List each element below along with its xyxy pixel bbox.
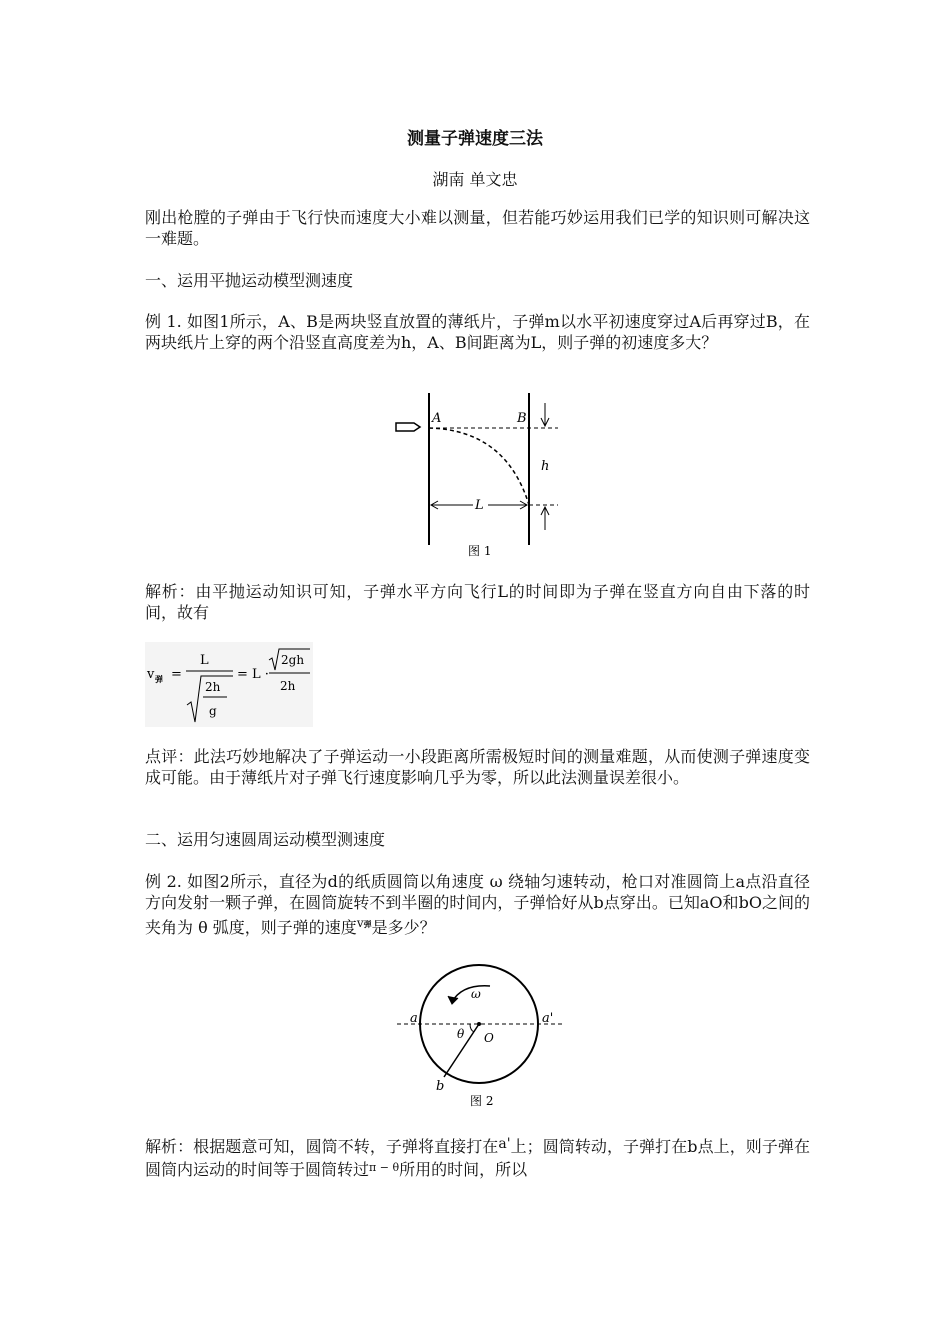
fig1-label-l: L bbox=[475, 498, 484, 513]
bullet-icon bbox=[396, 423, 420, 431]
comment-1-text: 点评：此法巧妙地解决了子弹运动一小段距离所需极短时间的测量难题，从而使测子弹速度变成可能。由于薄纸片对子弹飞行速度影响几乎为零，所以此法测量误差很小。 bbox=[145, 747, 810, 787]
example-2-text: 例 2. 如图2所示，直径为d的纸质圆筒以角速度 ω 绕轴匀速转动，枪口对准圆筒上a点沿直径方向发射一颗子弹，在圆筒旋转不到半圈的时间内，子弹恰好从b点穿出。已知aO和bO之间的夹角为 θ 弧度，则子弹的速度$^{v弹}$是多少？ bbox=[145, 872, 810, 937]
a-prime-symbol: a' bbox=[498, 1136, 511, 1152]
figure-2 bbox=[392, 962, 572, 1112]
fig2-label-theta: θ bbox=[457, 1027, 465, 1041]
formula-eq2: = L · bbox=[237, 667, 269, 682]
figure-1 bbox=[388, 385, 568, 565]
formula-den-num: 2h bbox=[205, 680, 221, 694]
fig2-caption: 图 2 bbox=[470, 1094, 494, 1108]
page-title: 测量子弹速度三法 bbox=[407, 129, 543, 149]
formula-num2: 2gh bbox=[281, 653, 305, 667]
fig2-label-o: O bbox=[484, 1031, 494, 1045]
velocity-symbol: v弹 bbox=[356, 916, 372, 930]
fig1-label-b: B bbox=[517, 411, 527, 426]
formula-v: v bbox=[147, 667, 155, 682]
fig2-label-omega: ω bbox=[471, 987, 481, 1001]
author-line: 湖南 单文忠 bbox=[432, 170, 518, 189]
formula-sub: 弹 bbox=[155, 674, 163, 684]
formula-den2: 2h bbox=[280, 679, 296, 693]
formula-num1: L bbox=[200, 653, 209, 668]
fig2-label-b: b bbox=[436, 1079, 445, 1094]
fig2-label-a: a bbox=[410, 1011, 418, 1026]
analysis-2-text: 解析：根据题意可知，圆筒不转，子弹将直接打在a'上；圆筒转动，子弹打在b点上，则子弹在圆筒内运动的时间等于圆筒转过$^{\pi - \theta}$所用的时间，所以 bbox=[145, 1136, 810, 1179]
section-heading-1: 一、运用平抛运动模型测速度 bbox=[145, 271, 354, 290]
intro-paragraph: 刚出枪膛的子弹由于飞行快而速度大小难以测量，但若能巧妙运用我们已学的知识则可解决这一难题。 bbox=[145, 208, 810, 248]
formula-block bbox=[145, 642, 313, 727]
fig2-label-a2: a' bbox=[542, 1011, 554, 1026]
example-1-text: 例 1. 如图1所示，A、B是两块竖直放置的薄纸片，子弹m以水平初速度穿过A后再穿过B，在两块纸片上穿的两个沿竖直高度差为h，A、B间距离为L，则子弹的初速度多大？ bbox=[145, 312, 810, 352]
section-heading-2: 二、运用匀速圆周运动模型测速度 bbox=[145, 830, 386, 849]
fig1-label-h: h bbox=[541, 459, 550, 474]
fig1-label-a: A bbox=[432, 411, 442, 426]
analysis-1-text: 解析：由平抛运动知识可知，子弹水平方向飞行L的时间即为子弹在竖直方向自由下落的时间，故有 bbox=[145, 582, 810, 622]
trajectory bbox=[429, 428, 529, 505]
formula-eq1: = bbox=[171, 667, 182, 682]
formula-den-den: g bbox=[209, 704, 217, 718]
pi-minus-theta-expr: π − θ bbox=[369, 1161, 400, 1174]
fig1-caption: 图 1 bbox=[468, 544, 492, 558]
